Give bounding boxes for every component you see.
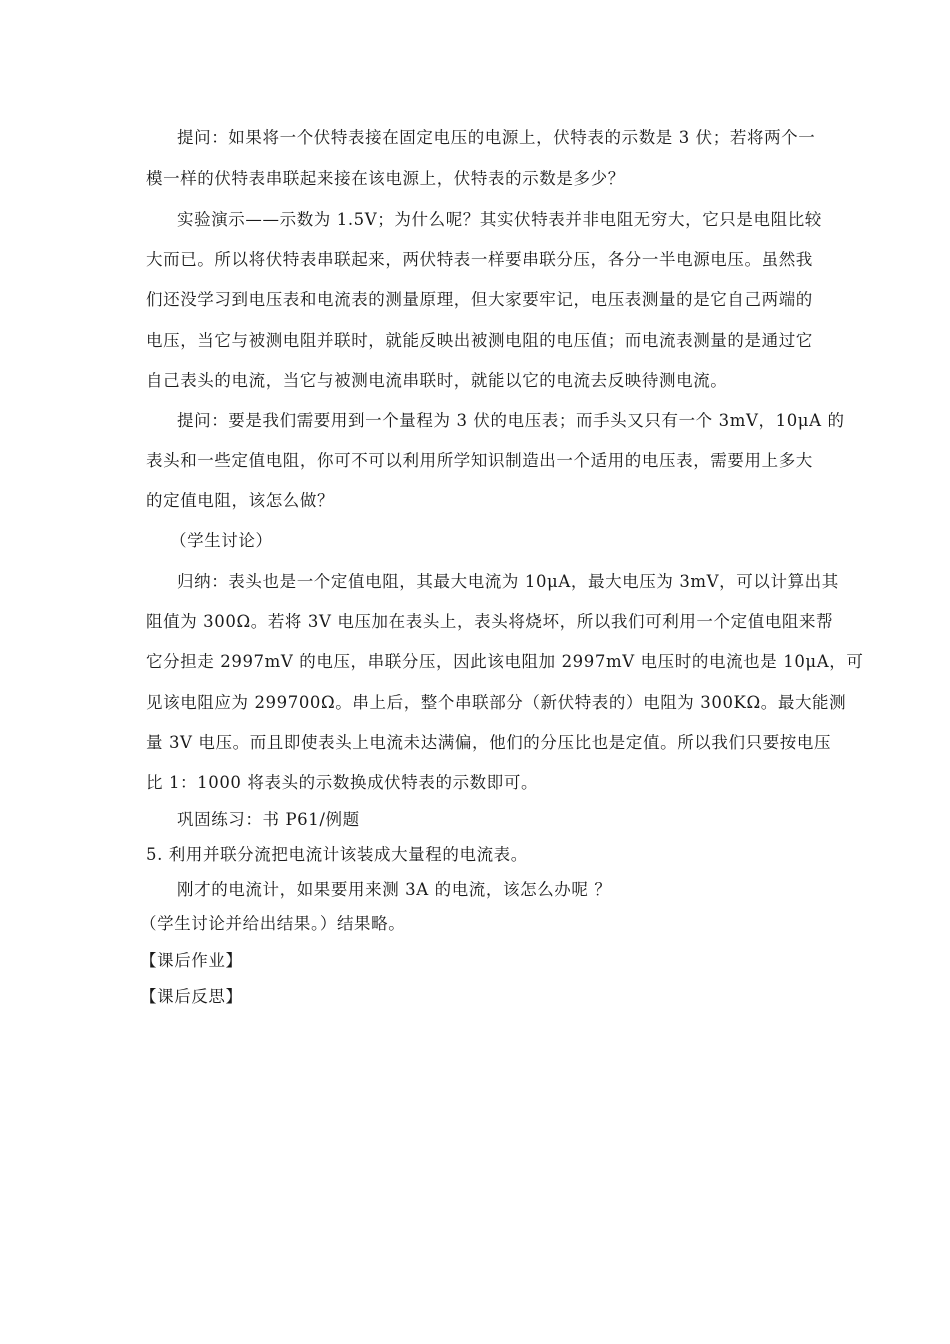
paragraph-question-2-cont-1: 表头和一些定值电阻，你可不可以利用所学知识制造出一个适用的电压表，需要用上多大 bbox=[146, 451, 813, 470]
student-discussion: （学生讨论） bbox=[170, 531, 273, 550]
heading-homework: 【课后作业】 bbox=[140, 951, 243, 970]
paragraph-summary-cont-1: 阻值为 300Ω。若将 3V 电压加在表头上，表头将烧坏，所以我们可利用一个定值电阻来帮 bbox=[146, 612, 834, 631]
paragraph-summary-cont-2: 它分担走 2997mV 的电压，串联分压，因此该电阻加 2997mV 电压时的电流也是 10μA，可 bbox=[146, 652, 864, 671]
paragraph-question-1-cont: 模一样的伏特表串联起来接在该电源上，伏特表的示数是多少？ bbox=[146, 169, 625, 188]
paragraph-question-1: 提问：如果将一个伏特表接在固定电压的电源上，伏特表的示数是 3 伏；若将两个一 bbox=[177, 128, 816, 147]
numbered-item-5: 5. 利用并联分流把电流计该装成大量程的电流表。 bbox=[146, 845, 528, 864]
paragraph-question-2-cont-2: 的定值电阻，该怎么做？ bbox=[146, 491, 335, 510]
paragraph-demo-cont-1: 大而已。所以将伏特表串联起来，两伏特表一样要串联分压，各分一半电源电压。虽然我 bbox=[146, 250, 813, 269]
paragraph-galvanometer-question: 刚才的电流计，如果要用来测 3A 的电流，该怎么办呢 ？ bbox=[177, 880, 612, 899]
paragraph-demo-cont-4: 自己表头的电流，当它与被测电流串联时，就能以它的电流去反映待测电流。 bbox=[146, 371, 728, 390]
paragraph-summary-cont-3: 见该电阻应为 299700Ω。串上后，整个串联部分（新伏特表的）电阻为 300KΩ。最大能测 bbox=[146, 693, 847, 712]
practice-reference: 巩固练习：书 P61/例题 bbox=[177, 810, 360, 829]
paragraph-summary: 归纳：表头也是一个定值电阻，其最大电流为 10μA，最大电压为 3mV，可以计算出其 bbox=[177, 572, 839, 591]
paragraph-demo: 实验演示——示数为 1.5V；为什么呢？其实伏特表并非电阻无穷大，它只是电阻比较 bbox=[177, 210, 822, 229]
paragraph-summary-cont-4: 量 3V 电压。而且即使表头上电流未达满偏，他们的分压比也是定值。所以我们只要按电压 bbox=[146, 733, 832, 752]
student-discussion-result: （学生讨论并给出结果。）结果略。 bbox=[140, 914, 406, 933]
heading-reflection: 【课后反思】 bbox=[140, 987, 243, 1006]
paragraph-summary-cont-5: 比 1：1000 将表头的示数换成伏特表的示数即可。 bbox=[146, 773, 539, 792]
paragraph-demo-cont-2: 们还没学习到电压表和电流表的测量原理，但大家要牢记，电压表测量的是它自己两端的 bbox=[146, 290, 813, 309]
paragraph-demo-cont-3: 电压，当它与被测电阻并联时，就能反映出被测电阻的电压值；而电流表测量的是通过它 bbox=[146, 331, 813, 350]
paragraph-question-2: 提问：要是我们需要用到一个量程为 3 伏的电压表；而手头又只有一个 3mV，10μA 的 bbox=[177, 411, 845, 430]
